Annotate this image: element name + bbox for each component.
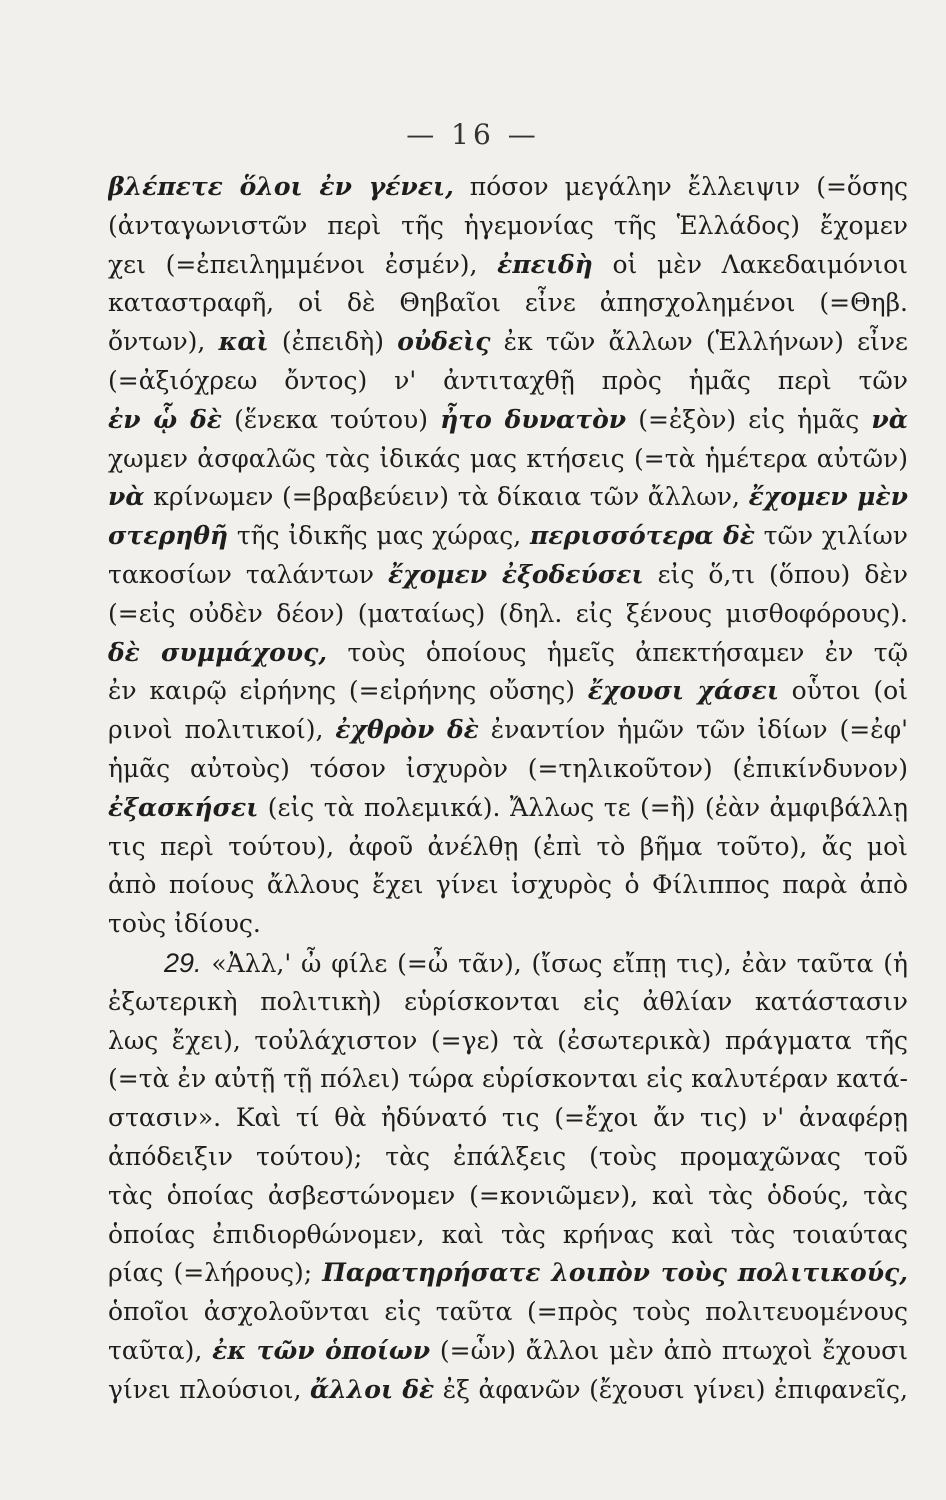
text-line bbox=[108, 983, 908, 1022]
text-line bbox=[108, 866, 908, 905]
text-line bbox=[108, 362, 908, 401]
emphasis-text: δὲ συμμάχους, bbox=[108, 637, 328, 667]
emphasis-text: ἦτο δυνατὸν bbox=[440, 404, 627, 434]
text-run: τῶν χιλίων bbox=[763, 521, 908, 551]
text-run: τοὺς ἰδίους. bbox=[108, 909, 261, 939]
text-run: (εἰς τὰ πολεμικά). Ἄλλως τε (=ἢ) (ἐὰν ἀμφιβάλλῃ bbox=[258, 792, 908, 822]
emphasis-text: νὰ bbox=[871, 404, 908, 434]
text-line bbox=[108, 207, 908, 246]
text-line bbox=[108, 440, 908, 479]
emphasis-text: ἐχθρὸν δὲ bbox=[335, 715, 479, 745]
emphasis-text: ἐξασκήσει bbox=[108, 792, 259, 822]
text-line bbox=[108, 1216, 908, 1255]
text-run: «Ἀλλ,' ὦ φίλε (=ὦ τᾶν), (ἴσως εἴπῃ τις), ἐὰν ταῦτα (ἡ bbox=[201, 948, 908, 978]
text-line bbox=[108, 323, 908, 362]
text-run: (=εἰς οὐδὲν δέον) (ματαίως) (δηλ. εἰς ξένους μισθοφόρους). bbox=[108, 598, 908, 628]
text-run: (ἀνταγωνιστῶν περὶ τῆς ἡγεμονίας τῆς Ἑλλάδος) ἔχομεν bbox=[108, 210, 908, 240]
emphasis-text: νὰ bbox=[108, 482, 145, 512]
emphasis-text: βλέπετε ὅλοι ἐν γένει, bbox=[108, 172, 454, 201]
text-line bbox=[108, 789, 908, 828]
text-run: ἐναντίον ἡμῶν τῶν ἰδίων (=ἐφ' bbox=[478, 715, 908, 745]
text-run: χει (=ἐπειλημμένοι ἐσμέν), bbox=[108, 249, 498, 279]
text-line bbox=[108, 517, 908, 556]
emphasis-text: καὶ bbox=[218, 327, 269, 357]
text-run: (=ἐξὸν) εἰς ἡμᾶς bbox=[626, 404, 872, 434]
text-run: κρίνωμεν (=βραβεύειν) τὰ δίκαια τῶν ἄλλων, bbox=[144, 482, 749, 512]
text-run: ρινοὶ πολιτικοί), bbox=[108, 715, 336, 745]
text-run: χωμεν ἀσφαλῶς τὰς ἰδικάς μας κτήσεις (=τὰ ἡμέτερα αὐτῶν) bbox=[108, 443, 908, 473]
text-line bbox=[108, 556, 908, 595]
text-run: ὁποίας ἐπιδιορθώνομεν, καὶ τὰς κρήνας καὶ τὰς τοιαύτας bbox=[108, 1219, 908, 1249]
text-run: λως ἔχει), τοὐλάχιστον (=γε) τὰ (ἐσωτερικὰ) πράγματα τῆς bbox=[108, 1025, 908, 1055]
text-line bbox=[108, 711, 908, 750]
text-run: γίνει πλούσιοι, bbox=[108, 1374, 310, 1404]
emphasis-text: Παρατηρήσατε λοιπὸν τοὺς πολιτικούς, bbox=[322, 1258, 908, 1288]
text-run: στασιν». Καὶ τί θὰ ἠδύνατό τις (=ἔχοι ἄν τις) ν' ἀναφέρῃ bbox=[108, 1103, 908, 1133]
text-run: τὰς ὁποίας ἀσβεστώνομεν (=κονιῶμεν), καὶ τὰς ὁδούς, τὰς bbox=[108, 1180, 908, 1210]
paragraph-28 bbox=[108, 168, 908, 944]
body-text bbox=[108, 168, 908, 1410]
text-line bbox=[108, 750, 908, 789]
text-line bbox=[108, 1022, 908, 1061]
text-line bbox=[108, 1099, 908, 1138]
page-number: — 16 — bbox=[406, 118, 540, 151]
emphasis-text: ἄλλοι δὲ bbox=[309, 1374, 435, 1404]
text-line bbox=[108, 1177, 908, 1216]
text-line bbox=[108, 634, 908, 673]
text-line bbox=[108, 284, 908, 323]
text-line bbox=[108, 595, 908, 634]
emphasis-text: ἔχομεν μὲν bbox=[748, 482, 908, 512]
text-line bbox=[108, 1138, 908, 1177]
text-run: πόσον μεγάλην ἔλλειψιν (=ὅσης bbox=[469, 172, 908, 201]
emphasis-text: περισσότερα δὲ bbox=[529, 521, 755, 551]
text-run: οἱ μὲν Λακεδαιμόνιοι bbox=[612, 249, 908, 279]
text-line bbox=[108, 1332, 908, 1371]
text-run: (=ὧν) ἄλλοι μὲν ἀπὸ πτωχοὶ ἔχουσι bbox=[430, 1335, 908, 1365]
text-run: ρίας (=λήρους); bbox=[108, 1258, 323, 1288]
text-run: ταῦτα), bbox=[108, 1335, 213, 1365]
text-line bbox=[108, 1371, 908, 1410]
text-run: τακοσίων ταλάντων bbox=[108, 559, 388, 589]
text-run: (ἕνεκα τούτου) bbox=[222, 404, 441, 434]
text-run: τῆς ἰδικῆς μας χώρας, bbox=[228, 521, 530, 551]
text-run: ὄντων), bbox=[108, 327, 219, 357]
text-line bbox=[108, 1254, 908, 1293]
text-line bbox=[108, 1060, 908, 1099]
text-line bbox=[108, 478, 908, 517]
emphasis-text: στερηθῆ bbox=[108, 521, 229, 551]
text-run: ἀπὸ ποίους ἄλλους ἔχει γίνει ἰσχυρὸς ὁ Φίλιππος παρὰ ἀπὸ bbox=[108, 870, 908, 900]
text-line bbox=[108, 672, 908, 711]
text-line bbox=[108, 1293, 908, 1332]
text-line bbox=[108, 246, 908, 285]
text-run: ὁποῖοι ἀσχολοῦνται εἰς ταῦτα (=πρὸς τοὺς πολιτευομένους bbox=[108, 1297, 908, 1327]
text-run: (ἐπειδὴ) bbox=[268, 327, 398, 357]
text-run: ἐξωτερικὴ πολιτικὴ) εὑρίσκονται εἰς ἀθλίαν κατάστασιν bbox=[108, 986, 908, 1016]
text-run: ἡμᾶς αὐτοὺς) τόσον ἰσχυρὸν (=τηλικοῦτον) (ἐπικίνδυνον) bbox=[108, 753, 908, 783]
emphasis-text: οὐδεὶς bbox=[397, 327, 491, 357]
text-line bbox=[108, 905, 908, 944]
text-run: τοὺς ὁποίους ἡμεῖς ἀπεκτήσαμεν ἐν τῷ bbox=[347, 637, 908, 667]
text-run: ἀπόδειξιν τούτου); τὰς ἐπάλξεις (τοὺς προμαχῶνας τοῦ bbox=[108, 1141, 908, 1171]
emphasis-text: ἔχουσι χάσει bbox=[587, 676, 779, 706]
text-run: (=τὰ ἐν αὐτῇ τῇ πόλει) τώρα εὑρίσκονται εἰς καλυτέραν κατά- bbox=[108, 1064, 908, 1094]
text-line bbox=[108, 168, 908, 207]
emphasis-text: ἐπειδὴ bbox=[497, 249, 593, 279]
text-run: οὗτοι (οἱ bbox=[791, 676, 908, 706]
section-number: 29. bbox=[164, 947, 202, 978]
emphasis-text: ἐκ τῶν ὁποίων bbox=[212, 1335, 431, 1365]
text-run: ἐν καιρῷ εἰρήνης (=εἰρήνης οὔσης) bbox=[108, 676, 588, 706]
text-line bbox=[108, 828, 908, 867]
text-run: εἰς ὅ,τι (ὅπου) δὲν bbox=[657, 559, 908, 589]
text-line bbox=[108, 944, 908, 983]
text-run: ἐκ τῶν ἄλλων (Ἑλλήνων) εἶνε bbox=[503, 327, 908, 357]
text-run: ἐξ ἀφανῶν (ἔχουσι γίνει) ἐπιφανεῖς, bbox=[434, 1374, 908, 1404]
text-run: (=ἀξιόχρεω ὄντος) ν' ἀντιταχθῇ πρὸς ἡμᾶς περὶ τῶν bbox=[108, 365, 908, 395]
text-run: τις περὶ τούτου), ἀφοῦ ἀνέλθῃ (ἐπὶ τὸ βῆμα τοῦτο), ἄς μοὶ bbox=[108, 831, 908, 861]
text-line bbox=[108, 401, 908, 440]
text-run: καταστραφῆ, οἱ δὲ Θηβαῖοι εἶνε ἀπησχολημένοι (=Θηβ. bbox=[108, 288, 908, 318]
paragraph-29 bbox=[108, 944, 908, 1410]
emphasis-text: ἔχομεν ἐξοδεύσει bbox=[387, 559, 644, 589]
emphasis-text: ἐν ᾧ δὲ bbox=[108, 404, 222, 434]
